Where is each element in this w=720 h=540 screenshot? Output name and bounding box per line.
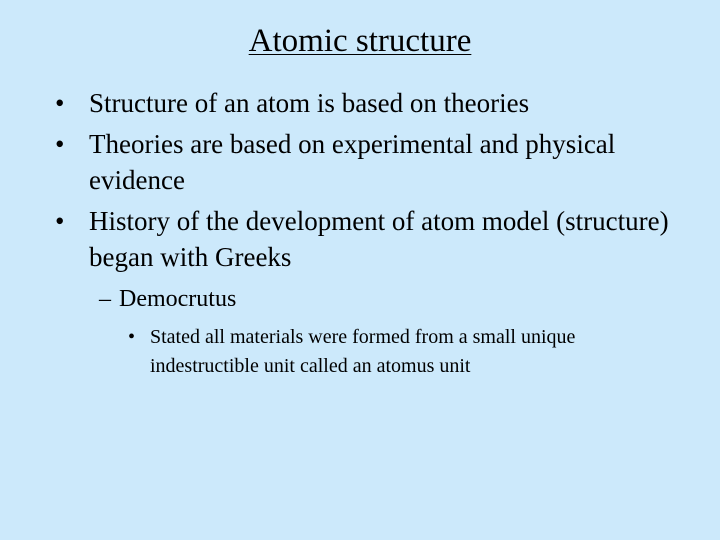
- sub-bullet-item: [99, 284, 695, 314]
- bullet-item-2: [55, 126, 695, 198]
- sub-bullet-text: Democrutus: [119, 286, 237, 312]
- bullet-icon: •: [55, 88, 65, 118]
- slide-body: [55, 85, 695, 381]
- slide-title: Atomic structure: [248, 23, 472, 59]
- bullet-text-1: Structure of an atom is based on theories: [89, 88, 530, 118]
- dash-icon: –: [99, 286, 111, 312]
- bullet-icon: •: [55, 206, 65, 236]
- sub-sub-bullet-text: Stated all materials were formed from a small unique indestructible unit called an atomus unit: [150, 326, 576, 377]
- bullet-text-2: Theories are based on experimental and physical evidence: [89, 129, 616, 195]
- sub-sub-bullet-item: [128, 323, 620, 381]
- bullet-icon: •: [128, 326, 136, 348]
- bullet-text-3: History of the development of atom model (structure) began with Greeks: [89, 206, 669, 272]
- bullet-item-3: [55, 203, 695, 275]
- bullet-icon: •: [55, 129, 65, 159]
- bullet-item-1: [55, 85, 695, 121]
